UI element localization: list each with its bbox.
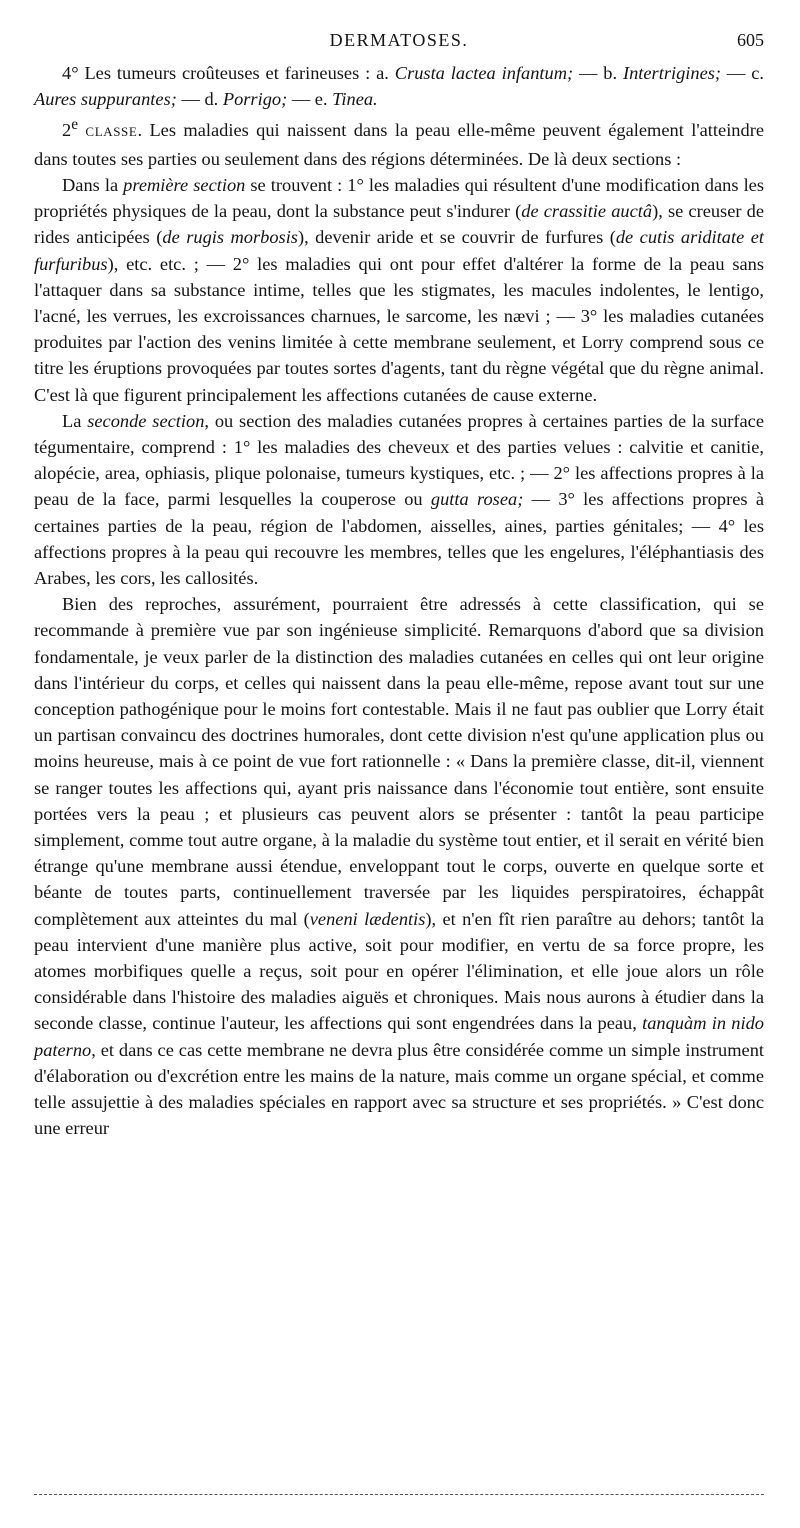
latin-term: de cutis ariditate et furfuribus [34, 227, 764, 274]
small-caps-label: CLASSE [85, 124, 138, 140]
body-text [34, 60, 764, 1141]
latin-term: de rugis morbosis [162, 227, 298, 248]
footer-rule [34, 1494, 764, 1495]
text-run: ), et n'en fît rien paraître au dehors; tantôt la peau intervient d'une manière plus active, soit pour modifier, en vertu de sa force propre, les atomes morbifiques quelle a reçus, soit pour en opérer l'élimination, et elle joue alors un rôle considérable dans l'histoire des maladies aiguës et chroniques. Mais nous aurons à étudier dans la seconde classe, continue l'auteur, les affections qui sont engendrées dans la peau, [34, 908, 764, 1034]
paragraph-deuxieme-classe [34, 112, 764, 172]
paragraph-premiere-section [34, 172, 764, 408]
latin-term: Intertrigines; [622, 63, 722, 83]
page-header [34, 30, 764, 54]
text-run: — e. [287, 89, 333, 110]
paragraph-tumeurs-crouteuses [34, 60, 764, 112]
text-run: — c. [721, 63, 764, 83]
text-run: , ou section des maladies cutanées propres à certaines parties de la surface tégumentaire, comprend : 1° les maladies des cheveux et des parties velues : calvitie et canitie, alopécie, area, ophiasis, plique polonaise, tumeurs kystiques, etc. ; — 2° les affections propres à la peau de la face, parmi lesquelles la couperose ou [34, 410, 765, 510]
text-run: 4° Les tumeurs croûteuses et farineuses : a. [62, 63, 395, 83]
paragraph-reproches [34, 591, 764, 1141]
text-run: — d. [176, 89, 223, 110]
text-run: se trouvent : 1° les maladies qui résultent d'une modification dans les propriétés physiques de la peau, dont la substance peut s'indurer ( [34, 174, 765, 222]
latin-term: veneni lædentis [309, 908, 426, 929]
latin-term: gutta rosea; [430, 489, 524, 510]
text-run: La [62, 410, 88, 431]
text-run: ), devenir aride et se couvrir de furfures ( [297, 227, 616, 248]
text-run: — b. [573, 63, 623, 83]
text-run: — 3° les affections propres à certaines parties de la peau, région de l'abdomen, aisselles, aines, parties génitales; — 4° les affections propres à la peau qui recouvre les membres, telles que les engelures, l'éléphantiasis des Arabes, les cors, les callosités. [34, 489, 764, 588]
latin-term: de crassitie auctâ [521, 201, 653, 222]
text-run: . Les maladies qui naissent dans la peau elle-même peuvent également l'atteindre dans toutes ses parties ou seulement dans des régions déterminées. De là deux sections : [34, 120, 764, 169]
page-number: 605 [737, 30, 764, 50]
latin-term: Crusta lactea infantum; [394, 63, 574, 83]
latin-term: Tinea. [332, 89, 378, 110]
latin-term: Porrigo; [222, 89, 288, 110]
emphasis: première section [123, 174, 246, 195]
ordinal-suffix: e [71, 116, 79, 134]
latin-term: Aures suppurantes; [34, 89, 177, 110]
latin-term: tanquàm in nido paterno [34, 1013, 764, 1060]
text-run: ), se creuser de rides anticipées ( [34, 201, 764, 248]
text-run: , et dans ce cas cette membrane ne devra plus être considérée comme un simple instrument d'élaboration ou d'excrétion entre les mains de la nature, mais comme un organe spécial, et comme telle assujettie à des maladies spéciales en rapport avec sa structure et ses propriétés. » C'est donc une erreur [34, 1039, 764, 1139]
text-run: Bien des reproches, assurément, pourraient être adressés à cette classification, qui se recommande à première vue par son ingénieuse simplicité. Remarquons d'abord que sa division fondamentale, je veux parler de la distinction des maladies cutanées en celles qui ont leur origine dans l'intérieur du corps, et celles qui naissent dans la peau elle-même, repose avant tout sur une conception pathogénique pour le moins fort contestable. Mais il ne faut pas oublier que Lorry était un partisan convaincu des doctrines humorales, dont cette division n'est qu'une application plus ou moins heureuse, mais à ce point de vue fort rationnelle : « Dans la première classe, dit-il, viennent se ranger toutes les affections qui, ayant pris naissance dans l'économie tout entière, sont ensuite portées vers la peau ; et plusieurs cas peuvent alors se présenter : tantôt la peau participe simplement, comme tout autre organe, à la maladie du système tout entier, et il serait en vérité bien étrange qu'une membrane aussi étendue, enveloppant tout le corps, ouverte en quelque sorte et béante de toutes parts, continuellement traversée par les liquides perspiratoires, échappât complètement aux atteintes du mal ( [34, 594, 764, 929]
text-run: Dans la [62, 174, 124, 195]
paragraph-seconde-section [34, 408, 764, 591]
text-run: ), etc. etc. ; — 2° les maladies qui ont pour effet d'altérer la forme de la peau sans l'attaquer dans sa substance intime, telles que les stigmates, les macules indolentes, le lentigo, l'acné, les verrues, les excroissances charnues, le sarcome, les nævi ; — 3° les maladies cutanées produites par l'action des venins limitée à cette membrane seulement, et Lorry comprend sous ce titre les éruptions provoquées par toutes sortes d'agents, tant du règne végétal que du règne animal. C'est là que figurent principalement les affections cutanées de cause externe. [34, 253, 764, 405]
emphasis: seconde section [87, 410, 205, 431]
running-title: DERMATOSES. [329, 30, 469, 50]
class-number: 2 [62, 120, 72, 141]
